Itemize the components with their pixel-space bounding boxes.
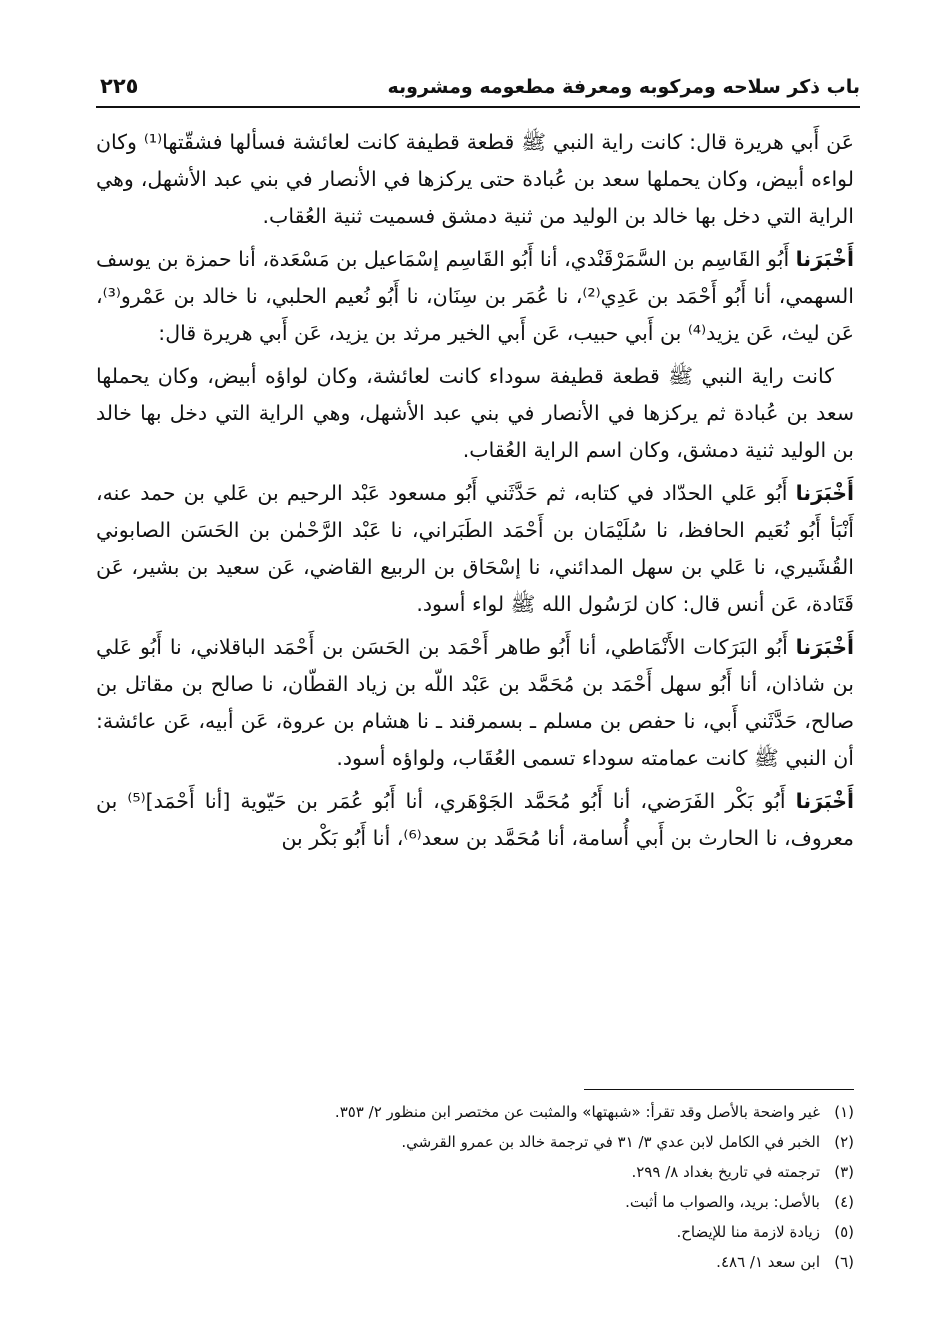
paragraph-text: أَبُو بَكْر الفَرَضي، أنا أَبُو مُحَمَّد الجَوْهَري، أنا أَبُو عُمَر بن حَيّوية [أنا أَحْمَد]⁽⁵⁾ بن معروف، نا الحارث بن أَبي أُسامة، أنا مُحَمَّد بن سعد⁽⁶⁾، أنا أَبُو بَكْر بن (96, 789, 854, 850)
paragraph-text: كانت راية النبي ﷺ قطعة قطيفة سوداء كانت لعائشة، وكان لواؤه أبيض، وكان يحملها سعد بن عُبادة ثم يركزها في الأنصار في بني عبد الأشهل، وهي الراية التي دخل بها خالد بن الوليد ثنية دمشق، وكان اسم الراية العُقاب. (96, 364, 854, 462)
paragraph (96, 475, 854, 623)
footnote-number: (٤) (834, 1193, 854, 1211)
isnad-lead: أَخْبَرَنا (795, 481, 854, 505)
footnote-number: (٥) (834, 1223, 854, 1241)
running-title: باب ذكر سلاحه ومركوبه ومعرفة مطعومه ومشروبه (387, 76, 860, 98)
footnote-text: بالأصل: بريد، والصواب ما أثبت. (625, 1193, 820, 1211)
footnote (96, 1247, 854, 1277)
footnote-text: ترجمته في تاريخ بغداد ٨/ ٢٩٩. (631, 1163, 820, 1181)
paragraph (96, 783, 854, 857)
paragraph-text: أَبُو البَرَكات الأَنْمَاطي، أنا أَبُو طاهر أَحْمَد بن الحَسَن بن أَحْمَد الباقلاني، نا أَبُو عَلي بن شاذان، أنا أَبُو سهل أَحْمَد بن مُحَمَّد بن عَبْد اللّه بن زياد القطّان، نا صالح بن مقاتل بن صالح، حَدَّثَني أَبي، نا حفص بن مسلم ـ بسمرقند ـ نا هشام بن عروة، عَن أبيه، عَن عائشة: أن النبي ﷺ كانت عمامته سوداء تسمى العُقَاب، ولواؤه أسود. (96, 635, 854, 770)
paragraph (96, 241, 854, 352)
footnote (96, 1097, 854, 1127)
footnote (96, 1187, 854, 1217)
footnote-number: (٢) (834, 1133, 854, 1151)
paragraph-text: أَبُو القَاسِم بن السَّمَرْقَنْدي، أنا أَبُو القَاسِم إسْمَاعيل بن مَسْعَدة، أنا حمزة بن يوسف السهمي، أنا أَبُو أَحْمَد بن عَدِي⁽²⁾، نا عُمَر بن سِنَان، نا أَبُو نُعيم الحلبي، نا خالد بن عَمْرو⁽³⁾، عَن ليث، عَن يزيد⁽⁴⁾ بن أَبي حبيب، عَن أَبي الخير مرثد بن يزيد، عَن أَبي هريرة قال: (96, 247, 854, 345)
isnad-lead: أَخْبَرَنا (795, 789, 854, 813)
footnote (96, 1157, 854, 1187)
paragraph (96, 358, 854, 469)
footnote-text: الخبر في الكامل لابن عدي ٣/ ٣١ في ترجمة خالد بن عمرو القرشي. (401, 1133, 820, 1151)
isnad-lead: أَخْبَرَنا (795, 635, 854, 659)
footnote-divider (584, 1089, 854, 1090)
paragraph-text: عَن أَبي هريرة قال: كانت راية النبي ﷺ قطعة قطيفة كانت لعائشة فسألها فشقّتها⁽¹⁾ وكان لواءه أبيض، وكان يحملها سعد بن عُبادة حتى يركزها في الأنصار في بني عبد الأشهل، وهي الراية التي دخل بها خالد بن الوليد من ثنية دمشق فسميت ثنية العُقاب. (96, 130, 854, 228)
paragraph (96, 629, 854, 777)
isnad-lead: أَخْبَرَنا (795, 247, 854, 271)
footnotes (96, 1097, 854, 1277)
paragraph (96, 124, 854, 235)
footnote-text: غير واضحة بالأصل وقد تقرأ: «شبهتها» والمثبت عن مختصر ابن منظور ٢/ ٣٥٣. (334, 1103, 820, 1121)
page-number: ٢٢٥ (100, 74, 139, 98)
footnote-number: (٦) (834, 1253, 854, 1271)
page-header (96, 66, 860, 108)
footnote (96, 1127, 854, 1157)
footnote-number: (١) (834, 1103, 854, 1121)
main-text (96, 124, 854, 863)
paragraph-text: أَبُو عَلي الحدّاد في كتابه، ثم حَدَّثَني أَبُو مسعود عَبْد الرحيم بن عَلي بن حمد عنه، أَنْبَأ أَبُو نُعَيم الحافظ، نا سُلَيْمَان بن أَحْمَد الطَبَراني، نا عَبْد الرَّحْمٰن بن الحَسَن الصابوني القُشَيري، نا عَلي بن سهل المدائني، نا إسْحَاق بن الربيع القاضي، عَن سعيد بن بشير، عَن قَتَادة، عَن أنس قال: كان لرَسُول الله ﷺ لواء أسود. (96, 481, 854, 616)
footnote-text: ابن سعد ١/ ٤٨٦. (716, 1253, 820, 1271)
footnote-text: زيادة لازمة منا للإيضاح. (676, 1223, 820, 1241)
footnote-number: (٣) (834, 1163, 854, 1181)
footnote (96, 1217, 854, 1247)
